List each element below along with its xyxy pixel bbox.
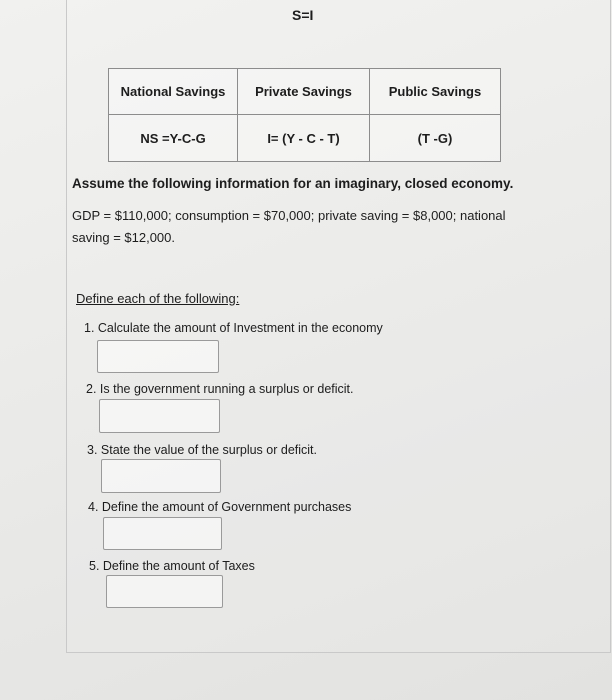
header-national-savings: National Savings bbox=[109, 69, 238, 115]
question-3: 3. State the value of the surplus or deficit. bbox=[87, 443, 317, 457]
answer-box-5[interactable] bbox=[106, 575, 223, 608]
question-1: 1. Calculate the amount of Investment in the economy bbox=[84, 321, 383, 335]
economy-data: GDP = $110,000; consumption = $70,000; private saving = $8,000; national saving = $12,000. bbox=[72, 208, 506, 245]
economy-prompt: Assume the following information for an imaginary, closed economy. bbox=[72, 176, 514, 191]
define-heading: Define each of the following: bbox=[76, 291, 240, 306]
answer-box-1[interactable] bbox=[97, 340, 219, 373]
question-2: 2. Is the government running a surplus or deficit. bbox=[86, 382, 354, 396]
formula-national-savings: NS =Y-C-G bbox=[109, 115, 238, 162]
savings-table bbox=[108, 68, 501, 162]
question-4: 4. Define the amount of Government purchases bbox=[88, 500, 352, 514]
answer-box-3[interactable] bbox=[101, 459, 221, 493]
equation-heading: S=I bbox=[292, 7, 314, 23]
answer-box-2[interactable] bbox=[99, 399, 220, 433]
question-5: 5. Define the amount of Taxes bbox=[89, 559, 255, 573]
header-public-savings: Public Savings bbox=[370, 69, 501, 115]
header-private-savings: Private Savings bbox=[238, 69, 370, 115]
answer-box-4[interactable] bbox=[103, 517, 222, 550]
formula-public-savings: (T -G) bbox=[370, 115, 501, 162]
formula-private-savings: I= (Y - C - T) bbox=[238, 115, 370, 162]
